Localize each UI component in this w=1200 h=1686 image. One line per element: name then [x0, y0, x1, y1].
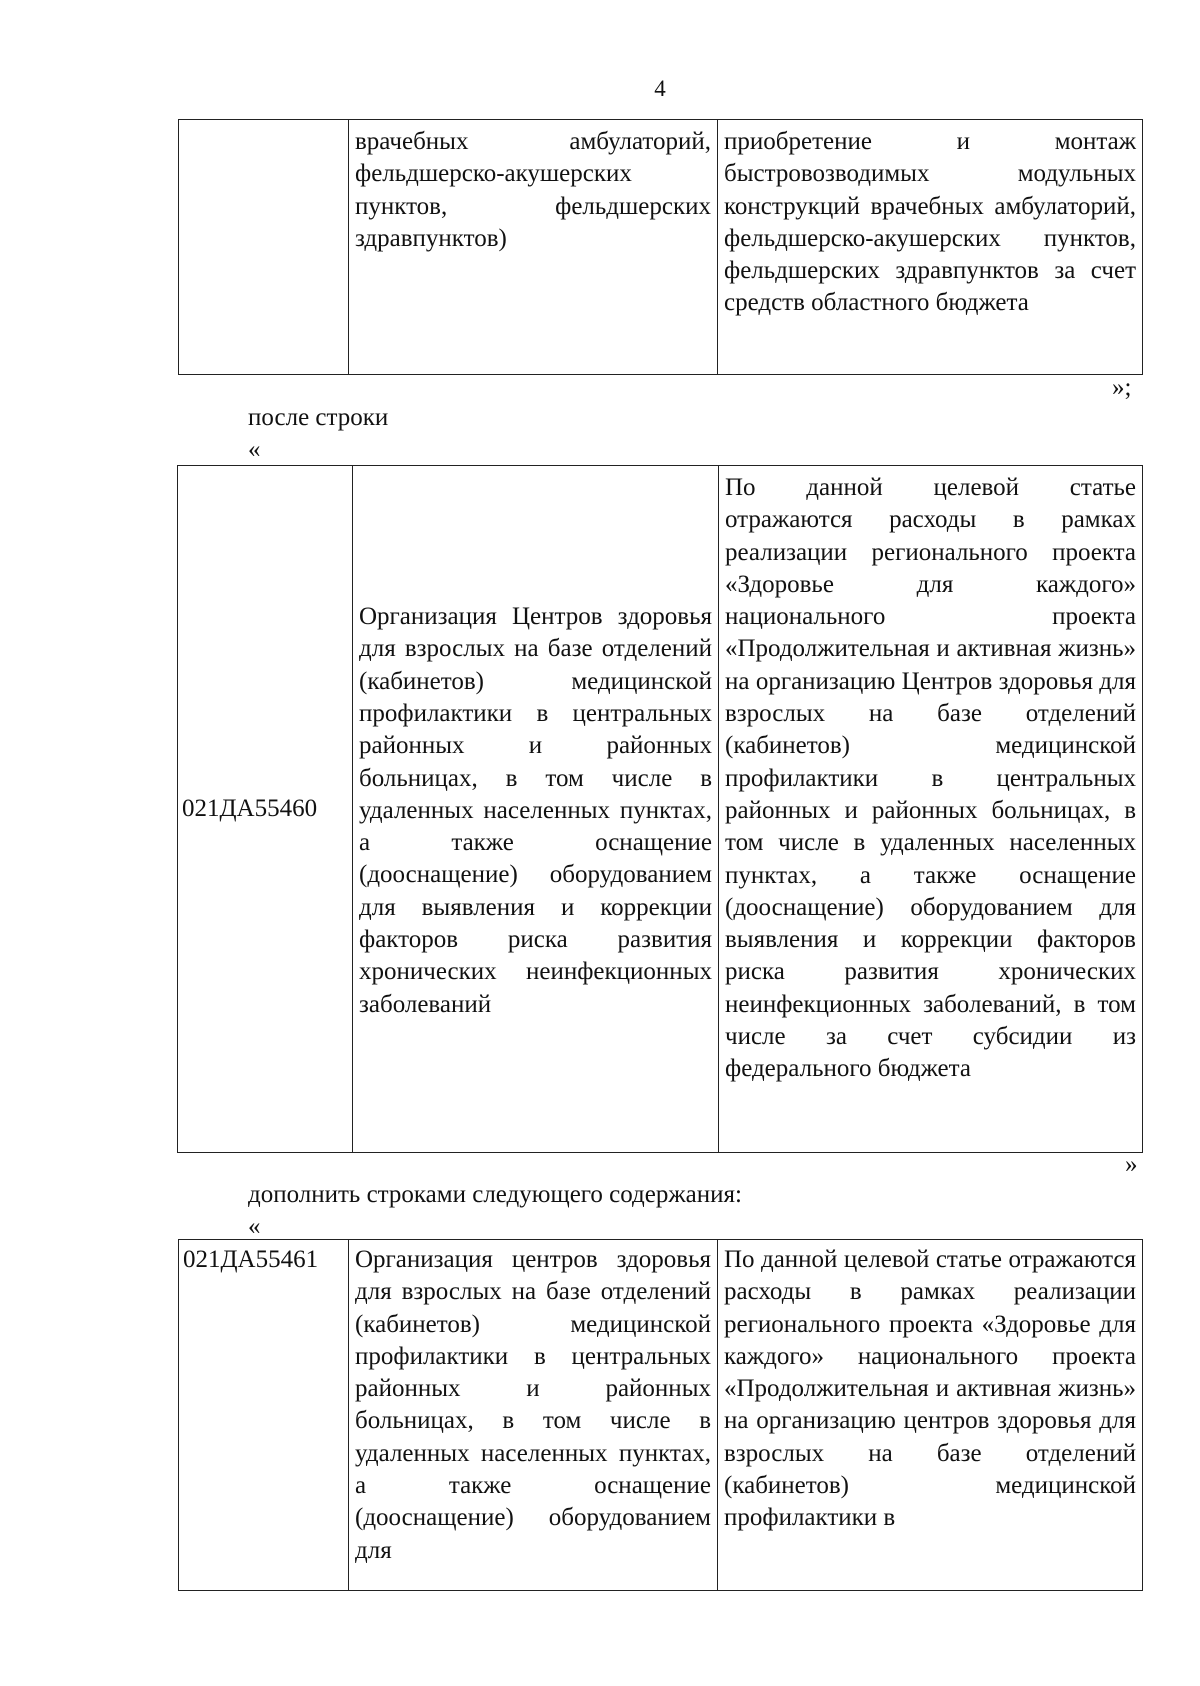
description-cell: По данной целевой статье отражаются расходы в рамках реализации регионального проекта «Здоровье для каждого» национального проекта «Продолжительная и активная жизнь» на организацию Центров здоровья для взрослых на базе отделений (кабинетов) медицинской профилактики в центральных районных и районных больницах, в том числе в удаленных населенных пунктах, а также оснащение (дооснащение) оборудованием для выявления и коррекции факторов риска развития хронических неинфекционных заболеваний, в том числе за счет субсидии из федерального бюджета — [719, 466, 1143, 1153]
name-cell: врачебных амбулаторий, фельдшерско-акушерских пунктов, фельдшерских здравпунктов) — [349, 120, 718, 375]
table-row — [179, 1240, 1143, 1591]
supplement-paragraph: дополнить строками следующего содержания: — [248, 1181, 742, 1208]
code-cell: 021ДА55460 — [178, 466, 353, 1153]
closing-quote: »; — [1112, 374, 1132, 401]
closing-quote: » — [1125, 1151, 1138, 1178]
name-cell: Организация Центров здоровья для взрослых на базе отделений (кабинетов) медицинской профилактики в центральных районных и районных больницах, в том числе в удаленных населенных пунктах, а также оснащение (дооснащение) оборудованием для выявления и коррекции факторов риска развития хронических неинфекционных заболеваний — [353, 466, 719, 1153]
after-row-paragraph: после строки — [248, 404, 389, 431]
opening-quote: « — [248, 1213, 261, 1240]
name-cell: Организация центров здоровья для взрослых на базе отделений (кабинетов) медицинской профилактики в центральных районных и районных больницах, в том числе в удаленных населенных пунктах, а также оснащение (дооснащение) оборудованием для — [349, 1240, 718, 1591]
code-cell — [179, 120, 349, 375]
table-continued-row — [178, 119, 1143, 375]
table-row — [179, 120, 1143, 375]
code-cell: 021ДА55461 — [179, 1240, 349, 1591]
description-cell: приобретение и монтаж быстровозводимых модульных конструкций врачебных амбулаторий, фельдшерско-акушерских пунктов, фельдшерских здравпунктов за счет средств областного бюджета — [718, 120, 1143, 375]
page-number: 4 — [654, 76, 666, 101]
description-cell: По данной целевой статье отражаются расходы в рамках реализации регионального проекта «Здоровье для каждого» национального проекта «Продолжительная и активная жизнь» на организацию центров здоровья для взрослых на базе отделений (кабинетов) медицинской профилактики в — [718, 1240, 1143, 1591]
opening-quote: « — [248, 436, 261, 463]
table-new-row — [178, 1239, 1143, 1591]
table-row — [178, 466, 1143, 1153]
table-reference-row — [177, 465, 1143, 1153]
